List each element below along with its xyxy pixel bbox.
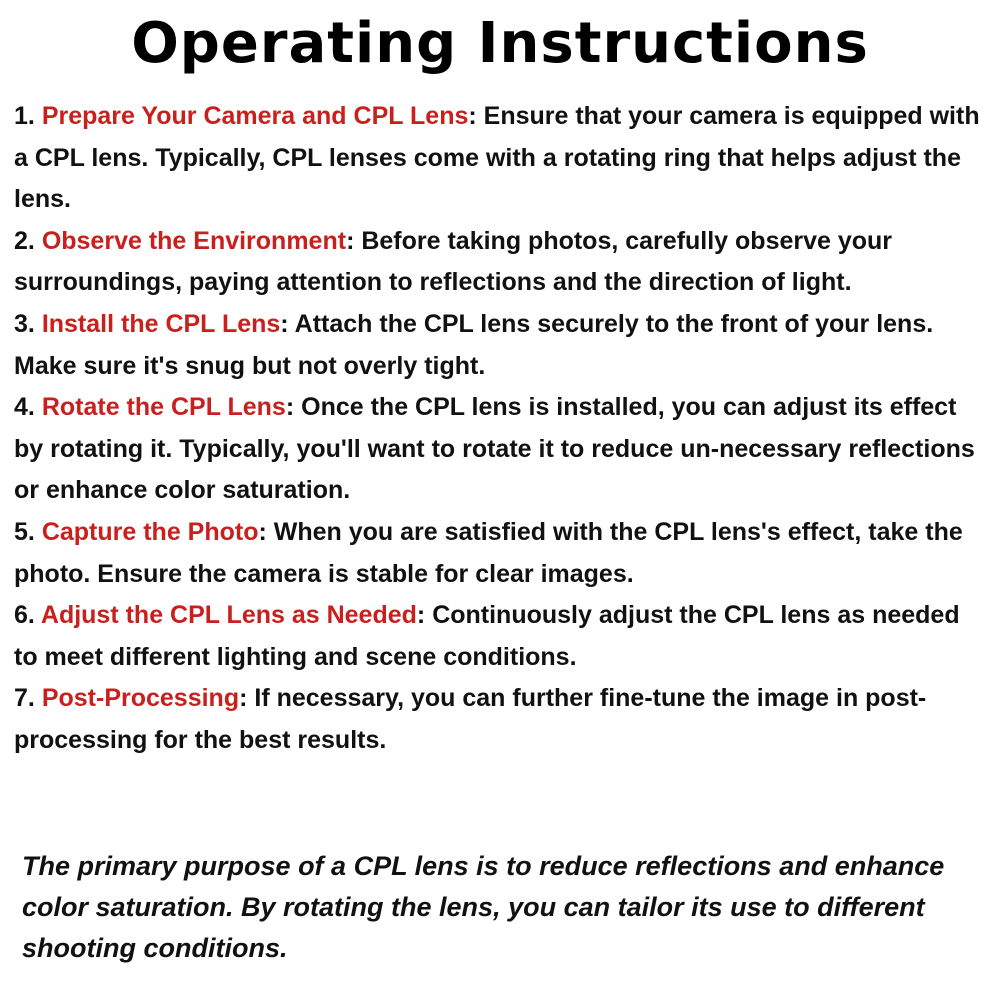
step-number: 6.: [14, 601, 35, 630]
step-item-5: 5. Capture the Photo: When you are satisfied with the CPL lens's effect, take the photo. Ensure the camera is stable for clear images.: [14, 517, 963, 588]
step-item-6: 6. Adjust the CPL Lens as Needed: Continuously adjust the CPL lens as needed to meet different lighting and scene conditions.: [14, 601, 960, 671]
step-number: 3.: [14, 309, 35, 338]
page-title: Operating Instructions: [131, 11, 869, 76]
step-item-1: 1. Prepare Your Camera and CPL Lens: Ensure that your camera is equipped with a CPL lens. Typically, CPL lenses come with a rotating ring that helps adjust the lens.: [14, 102, 980, 214]
step-heading: Capture the Photo: [41, 517, 259, 546]
step-number: 2.: [14, 226, 35, 255]
step-heading: Prepare Your Camera and CPL Lens: [41, 102, 469, 130]
step-text: Continuously adjust the CPL lens as needed to meet different lighting and scene conditions.: [14, 601, 960, 671]
step-heading: Install the CPL Lens: [41, 309, 281, 338]
step-text: If necessary, you can further fine-tune the image in post-processing for the best results.: [14, 684, 927, 754]
step-text: Ensure that your camera is equipped with a CPL lens. Typically, CPL lenses come with a rotating ring that helps adjust the lens.: [14, 102, 980, 214]
step-text: Before taking photos, carefully observe your surroundings, paying attention to reflections and the direction of light.: [14, 226, 893, 297]
step-item-7: 7. Post-Processing: If necessary, you can further fine-tune the image in post-processing for the best results.: [14, 684, 927, 754]
step-number: 7.: [14, 684, 35, 713]
step-text: Attach the CPL lens securely to the front of your lens. Make sure it's snug but not overly tight.: [14, 309, 934, 380]
step-heading: Post-Processing: [41, 684, 240, 713]
step-number: 5.: [14, 517, 35, 546]
step-number: 4.: [14, 393, 35, 422]
step-heading: Adjust the CPL Lens as Needed: [40, 601, 417, 630]
step-number: 1.: [14, 102, 35, 130]
step-text: When you are satisfied with the CPL lens's effect, take the photo. Ensure the camera is stable for clear images.: [14, 517, 963, 588]
step-item-4: 4. Rotate the CPL Lens: Once the CPL lens is installed, you can adjust its effect by rotating it. Typically, you'll want to rotate it to reduce un-necessary reflections or enhance color saturation.: [14, 393, 975, 505]
summary-paragraph: The primary purpose of a CPL lens is to reduce reflections and enhance color saturation. By rotating the lens, you can tailor its use to different shooting conditions.: [22, 851, 945, 963]
step-heading: Observe the Environment: [41, 226, 347, 255]
steps-list: [14, 96, 989, 762]
step-text: Once the CPL lens is installed, you can adjust its effect by rotating it. Typically, you'll want to rotate it to reduce un-necessary reflections or enhance color saturation.: [14, 393, 975, 505]
step-item-3: 3. Install the CPL Lens: Attach the CPL lens securely to the front of your lens. Make sure it's snug but not overly tight.: [14, 309, 934, 380]
step-item-2: 2. Observe the Environment: Before taking photos, carefully observe your surroundings, paying attention to reflections and the direction of light.: [14, 226, 893, 297]
step-heading: Rotate the CPL Lens: [41, 393, 286, 422]
